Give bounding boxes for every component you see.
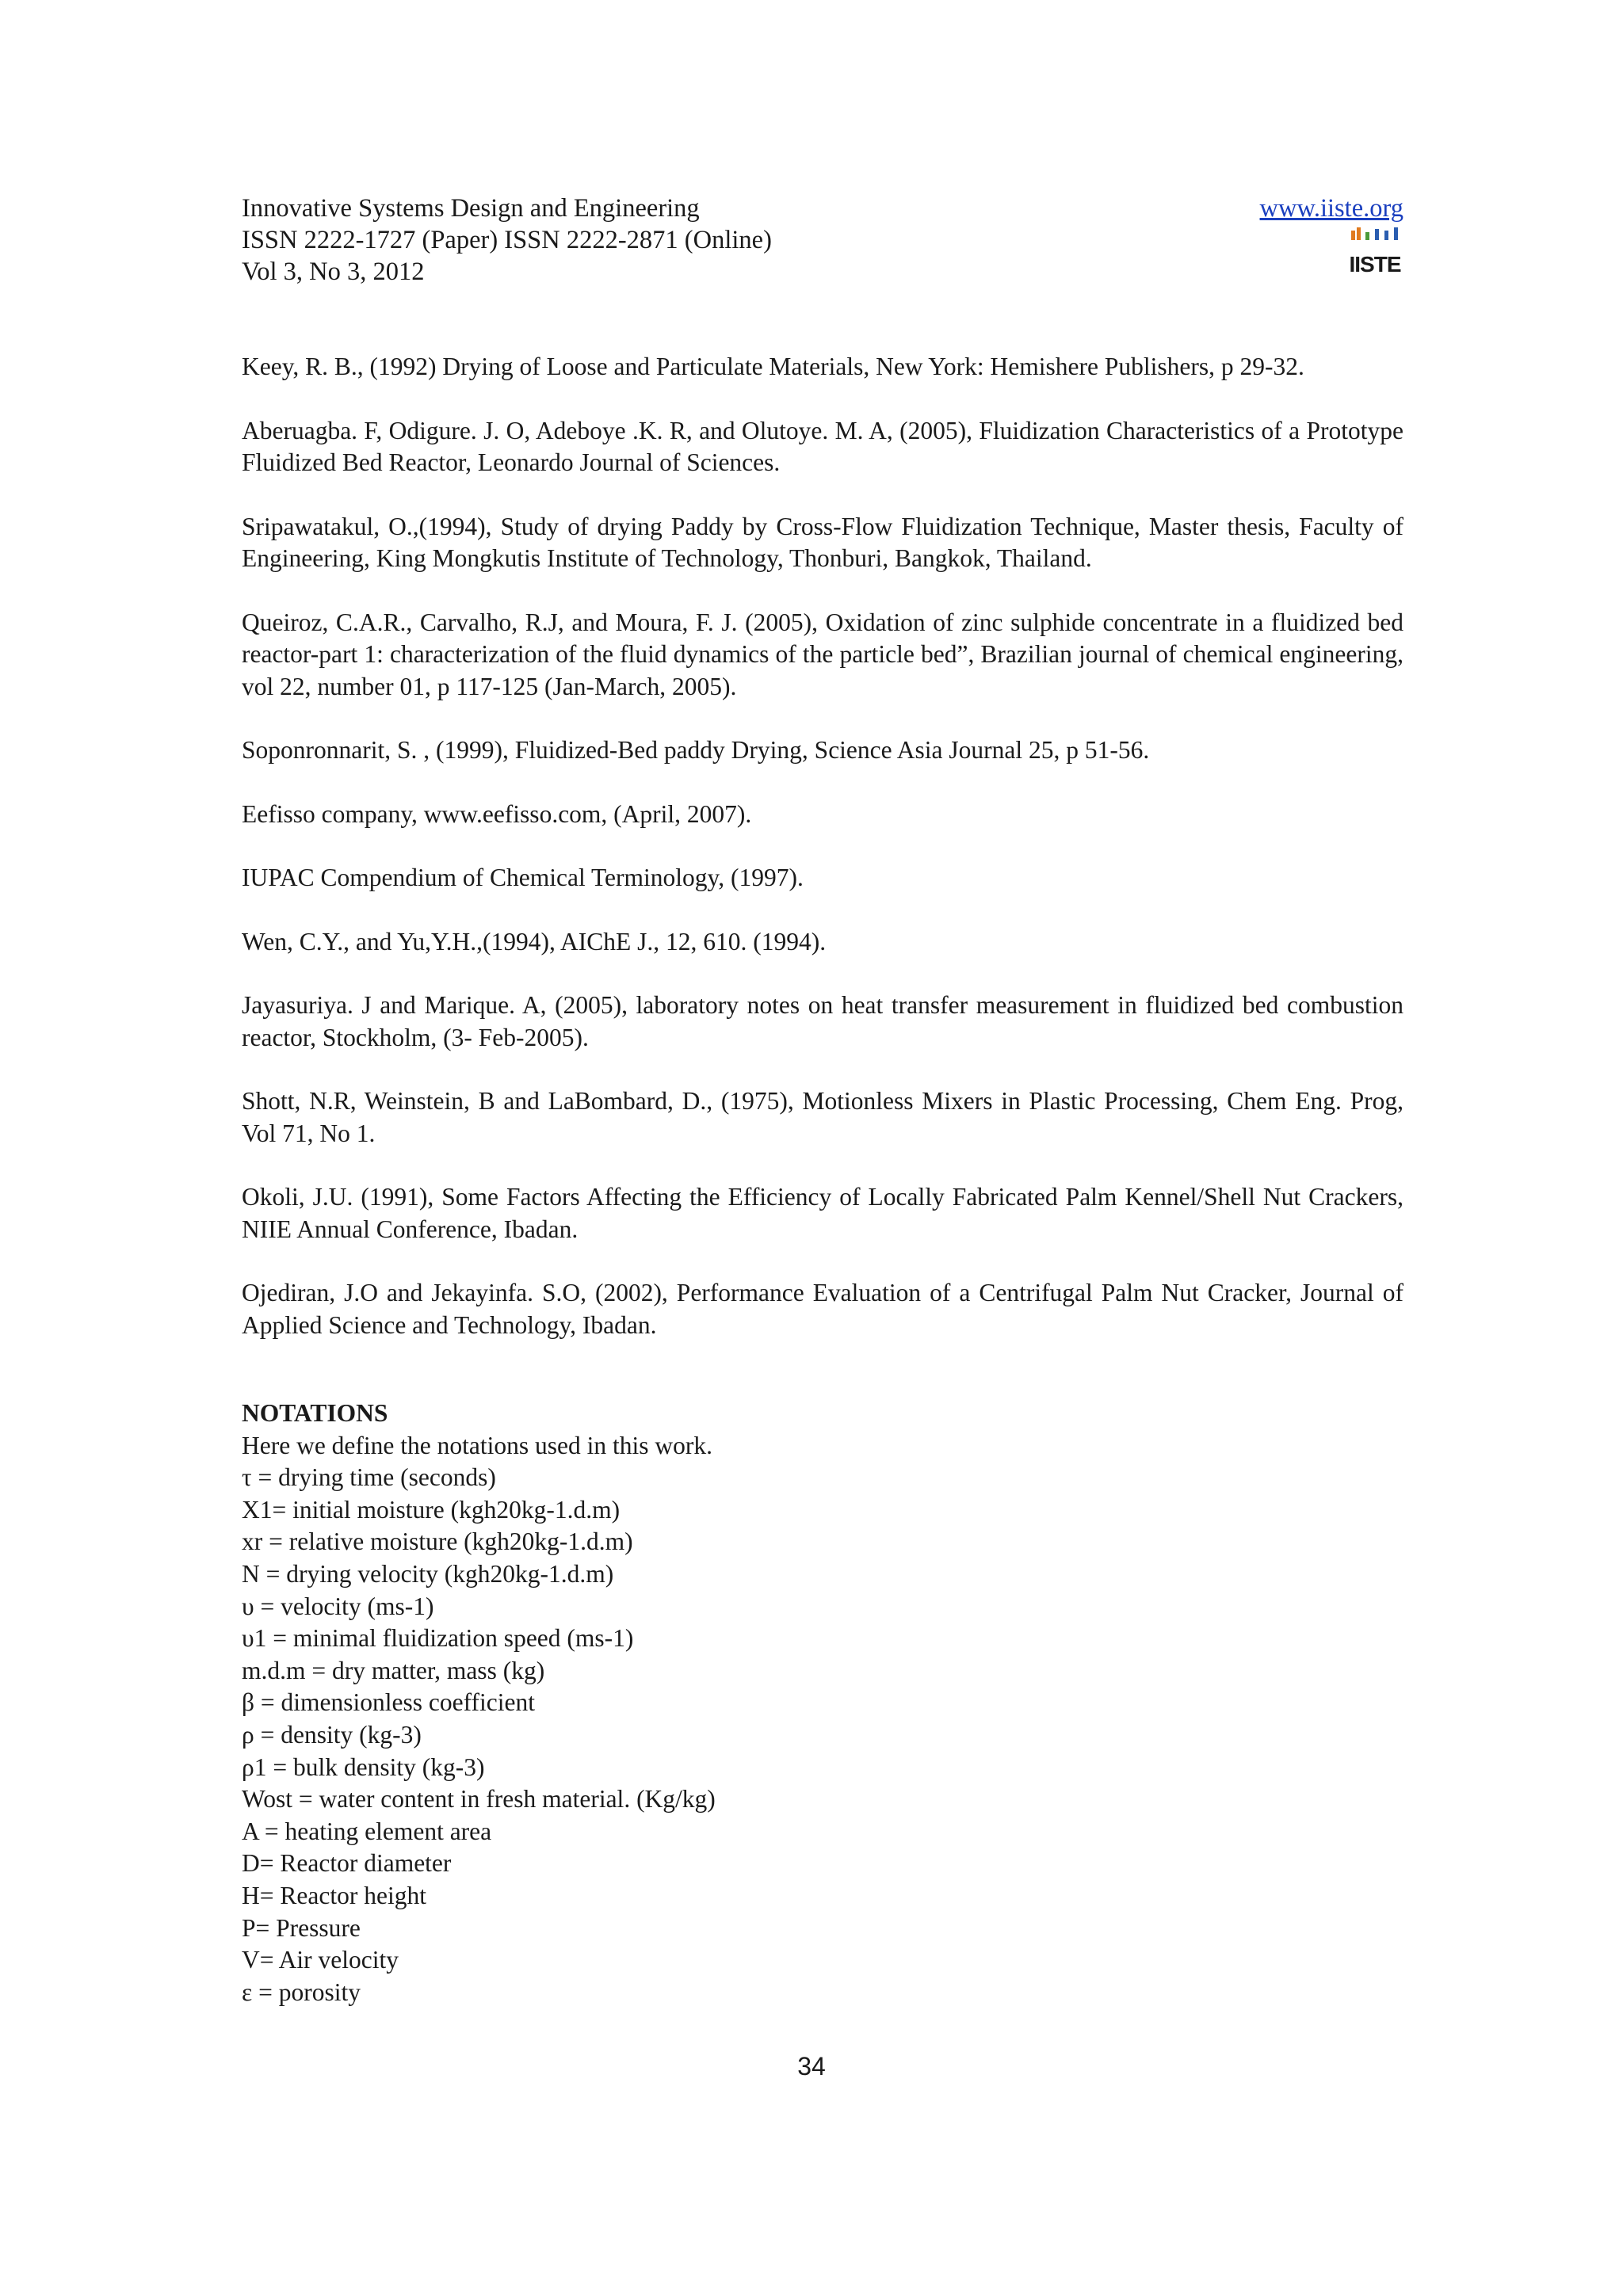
iiste-logo-icon (1348, 226, 1402, 277)
notation-item: ρ1 = bulk density (kg-3) (242, 1753, 485, 1781)
reference-item: Aberuagba. F, Odigure. J. O, Adeboye .K. R, and Olutoye. M. A, (2005), Fluidization Characteristics of a Prototype Fluidized Bed Reactor, Leonardo Journal of Sciences. (242, 416, 1403, 476)
reference-item: Queiroz, C.A.R., Carvalho, R.J, and Moura, F. J. (2005), Oxidation of zinc sulphide concentrate in a fluidized bed reactor-part 1: characterization of the fluid dynamics of the particle bed”, Brazilian journal of chemical engineering, vol 22, number 01, p 117-125 (Jan-March, 2005). (242, 608, 1403, 700)
notation-item: ε = porosity (242, 1978, 361, 2006)
notation-item: D= Reactor diameter (242, 1849, 452, 1878)
notation-item: τ = drying time (seconds) (242, 1463, 496, 1492)
notation-item: m.d.m = dry matter, mass (kg) (242, 1656, 545, 1684)
reference-item: Shott, N.R, Weinstein, B and LaBombard, D., (1975), Motionless Mixers in Plastic Processing, Chem Eng. Prog, Vol 71, No 1. (242, 1087, 1403, 1147)
reference-item: Ojediran, J.O and Jekayinfa. S.O, (2002), Performance Evaluation of a Centrifugal Palm Nut Cracker, Journal of Applied Science and Technology, Ibadan. (242, 1279, 1403, 1339)
notation-item: ρ = density (kg-3) (242, 1720, 422, 1749)
reference-item: Soponronnarit, S. , (1999), Fluidized-Bed paddy Drying, Science Asia Journal 25, p 51-56. (242, 736, 1150, 764)
reference-item: Okoli, J.U. (1991), Some Factors Affecting the Efficiency of Locally Fabricated Palm Kennel/Shell Nut Crackers, NIIE Annual Conference, Ibadan. (242, 1183, 1403, 1243)
notation-item: υ = velocity (ms-1) (242, 1592, 434, 1620)
notations-heading: NOTATIONS (242, 1399, 388, 1427)
notation-item: Wost = water content in fresh material. (Kg/kg) (242, 1785, 716, 1814)
notation-item: P= Pressure (242, 1913, 361, 1942)
journal-title: Innovative Systems Design and Engineering (242, 194, 700, 223)
logo-text: IISTE (1349, 252, 1401, 277)
notation-item: β = dimensionless coefficient (242, 1688, 536, 1717)
notation-item: υ1 = minimal fluidization speed (ms-1) (242, 1624, 634, 1653)
journal-issn: ISSN 2222-1727 (Paper) ISSN 2222-2871 (Online) (242, 226, 772, 254)
reference-item: Wen, C.Y., and Yu,Y.H.,(1994), AIChE J., 12, 610. (1994). (242, 927, 827, 955)
reference-item: Sripawatakul, O.,(1994), Study of drying Paddy by Cross-Flow Fluidization Technique, Master thesis, Faculty of Engineering, King Mongkutis Institute of Technology, Thonburi, Bangkok, Thailand. (242, 512, 1403, 572)
notation-item: A = heating element area (242, 1817, 492, 1845)
journal-volume: Vol 3, No 3, 2012 (242, 257, 425, 286)
page-header (242, 193, 1403, 288)
reference-item: Eefisso company, www.eefisso.com, (April, 2007). (242, 799, 752, 828)
notation-item: xr = relative moisture (kgh20kg-1.d.m) (242, 1527, 633, 1556)
notations-intro: Here we define the notations used in this work. (242, 1431, 712, 1459)
reference-list (242, 351, 1403, 1373)
notation-item: X1= initial moisture (kgh20kg-1.d.m) (242, 1495, 621, 1524)
reference-item: IUPAC Compendium of Chemical Terminology, (1997). (242, 864, 804, 891)
journal-website-link[interactable]: www.iiste.org (1259, 194, 1403, 223)
notations-section (242, 1398, 1403, 2008)
journal-info (242, 193, 1403, 288)
notation-item: V= Air velocity (242, 1946, 399, 1974)
reference-item: Jayasuriya. J and Marique. A, (2005), laboratory notes on heat transfer measurement in fluidized bed combustion reactor, Stockholm, (3- Feb-2005). (242, 991, 1403, 1051)
reference-item: Keey, R. B., (1992) Drying of Loose and Particulate Materials, New York: Hemishere Publishers, p 29-32. (242, 353, 1304, 380)
notation-item: N = drying velocity (kgh20kg-1.d.m) (242, 1559, 614, 1588)
notation-item: H= Reactor height (242, 1881, 426, 1909)
page-number: 34 (797, 2052, 826, 2081)
